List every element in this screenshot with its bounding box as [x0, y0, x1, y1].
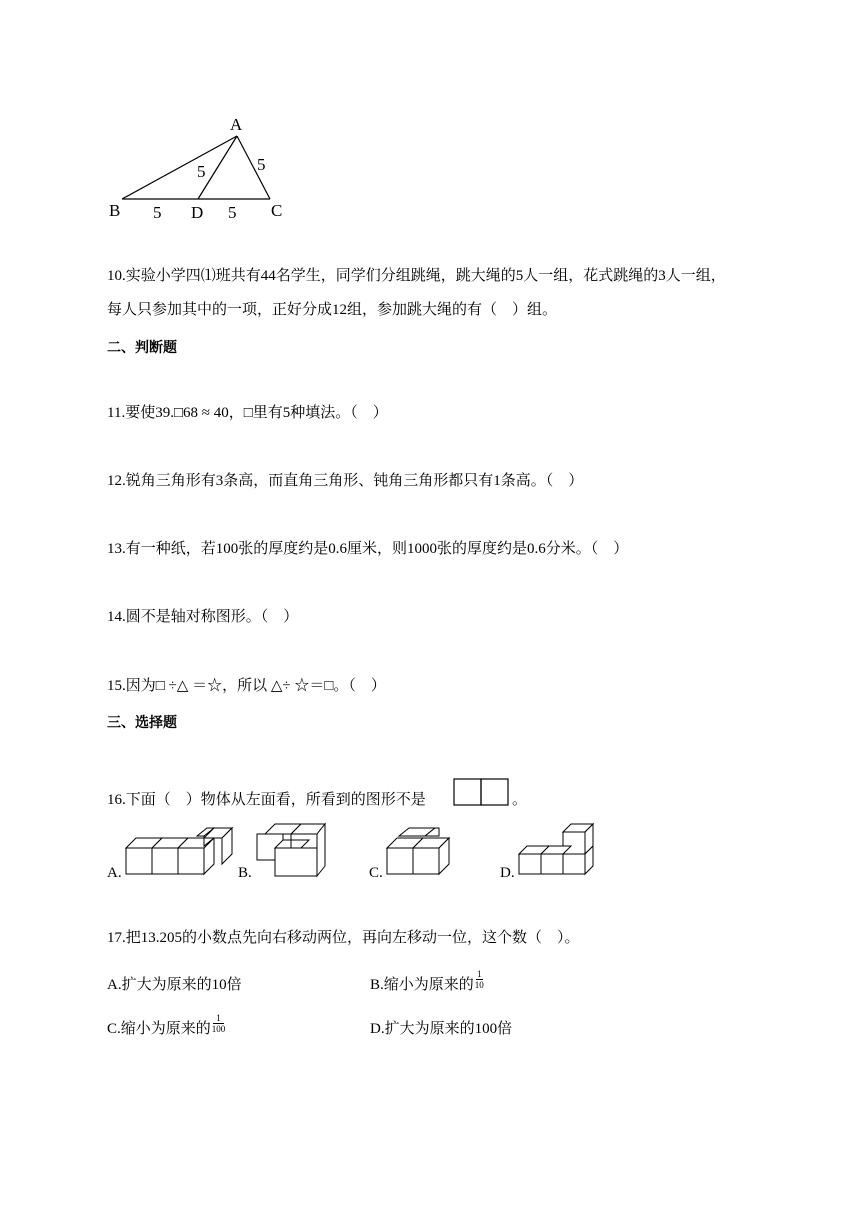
fraction-denominator: 10: [474, 980, 484, 991]
question-11: 11.要使39.□68 ≈ 40，□里有5种填法。（ ）: [107, 405, 388, 421]
vertex-a-label: A: [230, 115, 243, 134]
option-b-label: B.: [238, 865, 252, 881]
length-ad-label: 5: [197, 162, 206, 181]
fraction-denominator: 100: [211, 1024, 226, 1035]
fraction-numerator: 1: [477, 969, 482, 980]
question-16-end: 。: [512, 792, 528, 808]
question-14: 14.圆不是轴对称图形。（ ）: [107, 609, 299, 625]
question-17-text: 17.把13.205的小数点先向右移动两位，再向左移动一位，这个数（ ）。: [107, 930, 580, 946]
section-2-heading: 二、判断题: [107, 340, 177, 356]
length-bd-label: 5: [153, 203, 162, 222]
cube-figure-b: [253, 820, 333, 880]
vertex-c-label: C: [271, 201, 283, 220]
question-17-option-c: [107, 1013, 226, 1040]
two-square-view-icon: [453, 778, 511, 808]
fraction-numerator: 1: [216, 1013, 221, 1024]
question-13: 13.有一种纸，若100张的厚度约是0.6厘米，则1000张的厚度约是0.6分米。（ ）: [107, 541, 629, 557]
fraction-one-hundredth: [212, 1013, 226, 1034]
fraction-one-tenth: [475, 969, 484, 990]
option-d-label: D.: [500, 865, 515, 881]
cube-figure-a: [120, 824, 250, 884]
triangle-lines: [0, 0, 868, 240]
section-3-heading: 三、选择题: [107, 715, 177, 731]
cube-figure-c: [383, 820, 463, 880]
question-15: 15.因为□ ÷△ ＝☆，所以 △÷ ☆＝□。（ ）: [107, 678, 386, 694]
question-17-option-d: D.扩大为原来的100倍: [370, 1021, 513, 1037]
question-10-line-1: 10.实验小学四⑴班共有44名学生，同学们分组跳绳，跳大绳的5人一组，花式跳绳的3人一组，: [107, 268, 726, 284]
length-ac-label: 5: [257, 155, 266, 174]
question-17-option-b: [370, 969, 484, 996]
vertex-d-label: D: [191, 203, 204, 222]
question-10-line-2: 每人只参加其中的一项，正好分成12组，参加跳大绳的有（ ）组。: [107, 302, 558, 318]
vertex-b-label: B: [109, 201, 121, 220]
question-16-text: 16.下面（ ）物体从左面看，所看到的图形不是: [107, 792, 426, 808]
cube-figure-d: [515, 820, 615, 880]
option-c-label: C.: [369, 865, 383, 881]
length-dc-label: 5: [228, 203, 237, 222]
question-12: 12.锐角三角形有3条高，而直角三角形、钝角三角形都只有1条高。（ ）: [107, 473, 584, 489]
option-a-label: A.: [107, 865, 122, 881]
option-b-text: B.缩小为原来的: [370, 977, 474, 993]
option-c-text: C.缩小为原来的: [107, 1021, 211, 1037]
question-17-option-a: A.扩大为原来的10倍: [107, 977, 242, 993]
